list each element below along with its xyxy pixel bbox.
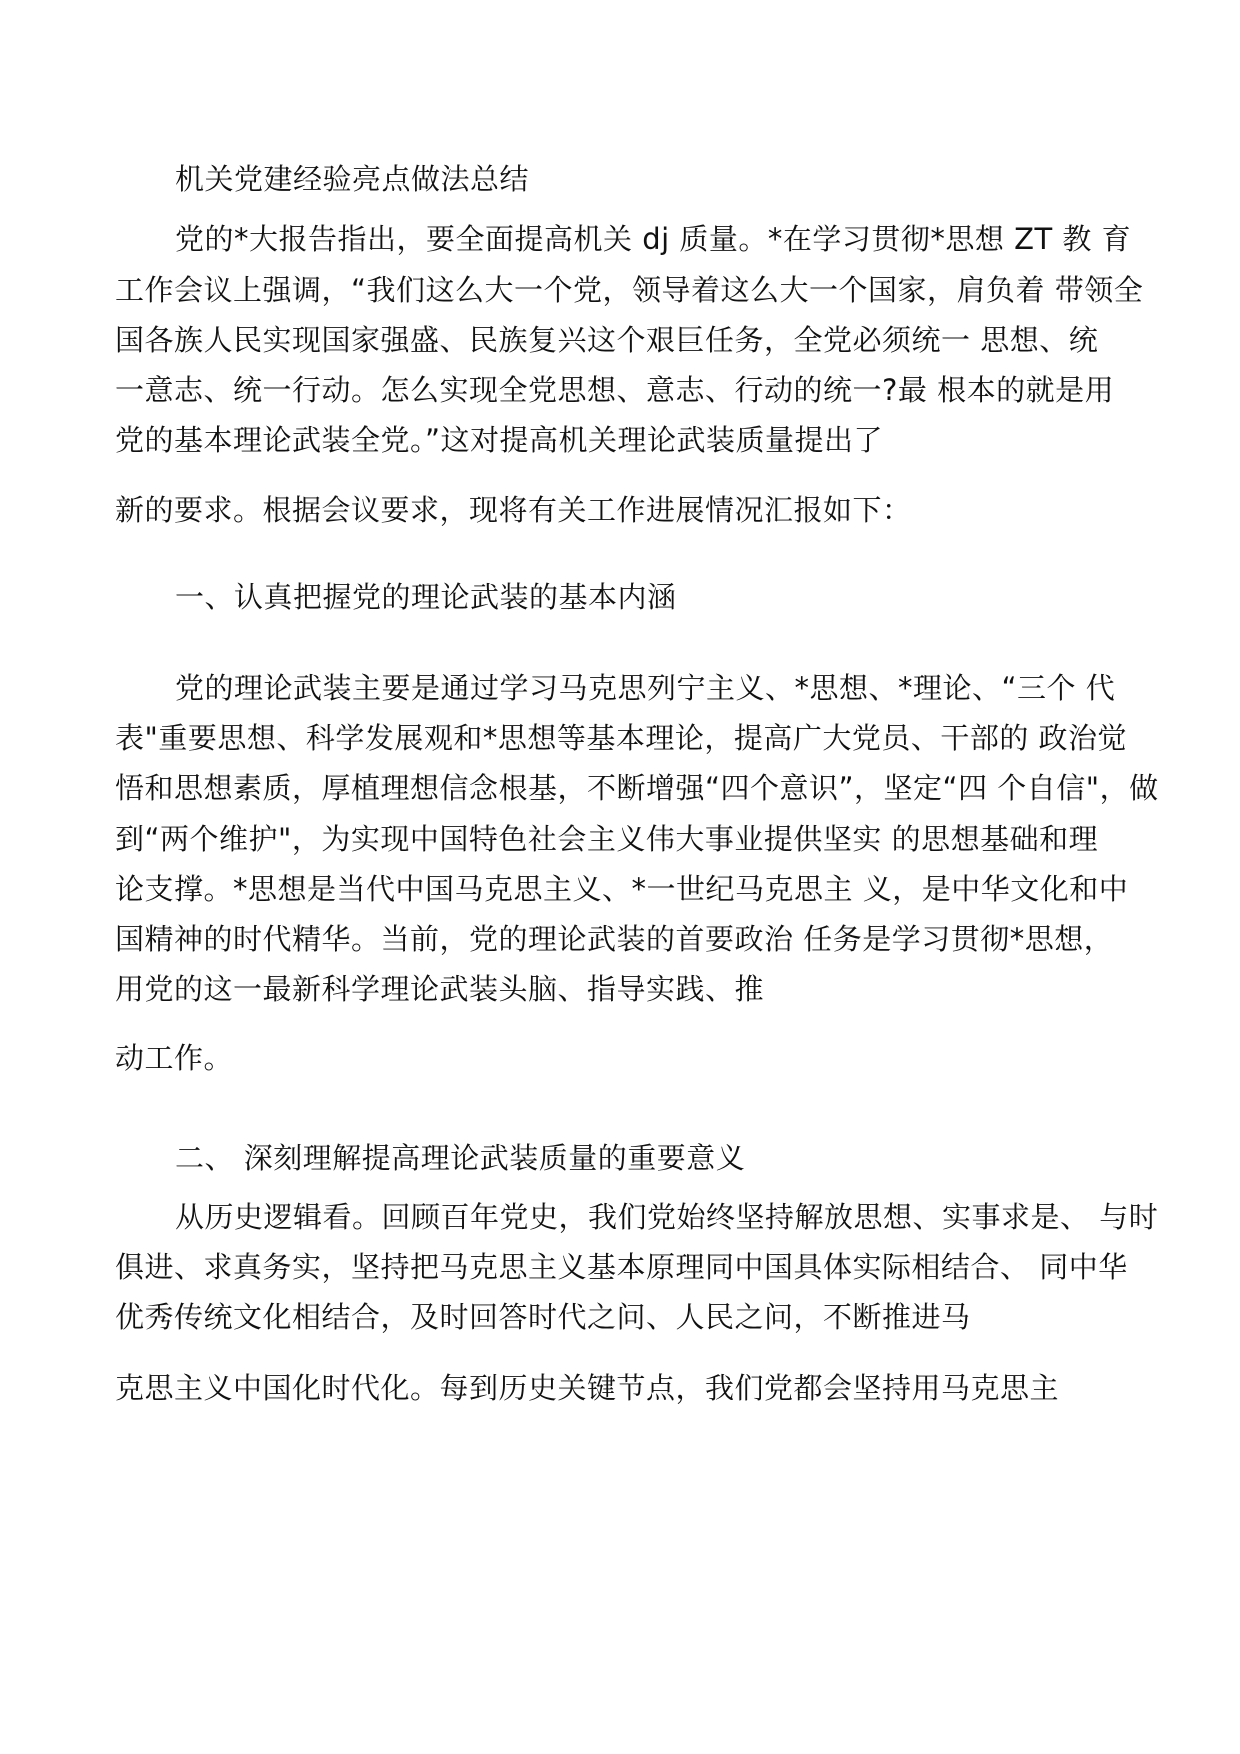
- intro-line: 一意志、统一行动。怎么实现全党思想、意志、行动的统一?最 根本的就是用: [115, 373, 1115, 407]
- document-title: 机关党建经验亮点做法总结: [175, 162, 530, 196]
- section1-line: 论支撑。*思想是当代中国马克思主义、*一世纪马克思主 义，是中华文化和中: [115, 872, 1129, 906]
- section2-heading: 二、 深刻理解提高理论武装质量的重要意义: [175, 1141, 746, 1175]
- section2-line: 从历史逻辑看。回顾百年党史，我们党始终坚持解放思想、实事求是、 与时: [175, 1200, 1159, 1234]
- intro-line: 新的要求。根据会议要求，现将有关工作进展情况汇报如下：: [115, 493, 912, 527]
- section2-line: 克思主义中国化时代化。每到历史关键节点，我们党都会坚持用马克思主: [115, 1371, 1060, 1405]
- section2-line: 优秀传统文化相结合，及时回答时代之问、人民之问，不断推进马: [115, 1300, 971, 1334]
- section1-line: 动工作。: [115, 1041, 234, 1075]
- section1-line: 表"重要思想、科学发展观和*思想等基本理论，提高广大党员、干部的 政治觉: [115, 721, 1128, 755]
- section2-line: 俱进、求真务实，坚持把马克思主义基本原理同中国具体实际相结合、 同中华: [115, 1250, 1128, 1284]
- intro-line: 工作会议上强调，“我们这么大一个党，领导着这么大一个国家，肩负着 带领全: [115, 273, 1144, 307]
- section1-line: 用党的这一最新科学理论武装头脑、指导实践、推: [115, 972, 765, 1006]
- intro-line: 国各族人民实现国家强盛、民族复兴这个艰巨任务，全党必须统一 思想、统: [115, 323, 1099, 357]
- section1-line: 悟和思想素质，厚植理想信念根基，不断增强“四个意识”，坚定“四 个自信"，做: [115, 771, 1159, 805]
- section1-line: 国精神的时代精华。当前，党的理论武装的首要政治 任务是学习贯彻*思想，: [115, 922, 1114, 956]
- section1-heading: 一、认真把握党的理论武装的基本内涵: [175, 580, 677, 614]
- intro-line: 党的*大报告指出，要全面提高机关 dj 质量。*在学习贯彻*思想 ZT 教 育: [175, 222, 1132, 256]
- intro-line: 党的基本理论武装全党。”这对提高机关理论武装质量提出了: [115, 423, 884, 457]
- section1-line: 党的理论武装主要是通过学习马克思列宁主义、*思想、*理论、“三个 代: [175, 671, 1116, 705]
- section1-line: 到“两个维护"，为实现中国特色社会主义伟大事业提供坚实 的思想基础和理: [115, 822, 1099, 856]
